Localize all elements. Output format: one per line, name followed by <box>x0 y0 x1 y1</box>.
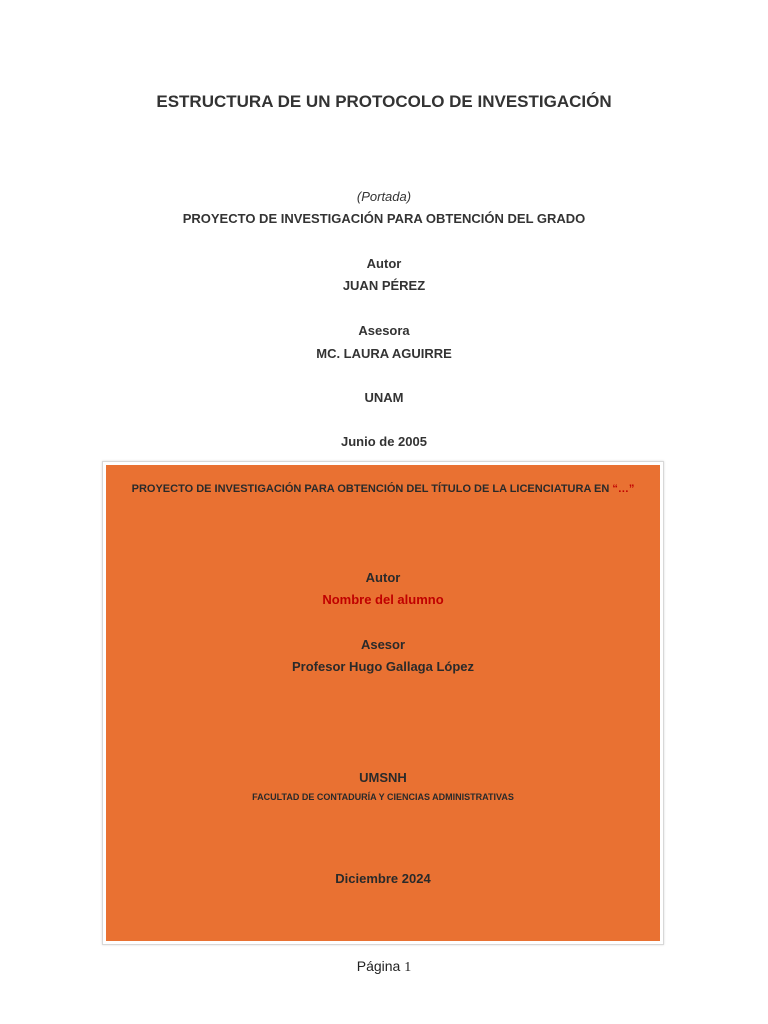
document-title: ESTRUCTURA DE UN PROTOCOLO DE INVESTIGACIÓN <box>156 92 612 111</box>
project-title: PROYECTO DE INVESTIGACIÓN PARA OBTENCIÓN DEL GRADO <box>182 211 586 226</box>
author-label: Autor <box>366 256 402 271</box>
cover-date: Diciembre 2024 <box>335 871 431 886</box>
page-label: Página <box>356 958 401 974</box>
portada-note: (Portada) <box>356 189 412 204</box>
page-footer <box>0 958 768 976</box>
cover-template-fill <box>106 465 660 941</box>
advisor-label: Asesora <box>358 323 410 338</box>
cover-faculty: FACULTAD DE CONTADURÍA Y CIENCIAS ADMINISTRATIVAS <box>252 792 514 802</box>
page-number: 1 <box>404 960 412 975</box>
institution: UNAM <box>364 390 404 405</box>
date: Junio de 2005 <box>341 434 427 449</box>
cover-advisor-label: Asesor <box>360 637 406 652</box>
cover-author-name: Nombre del alumno <box>322 592 444 607</box>
cover-title-placeholder: “…” <box>612 483 635 495</box>
author-name: JUAN PÉREZ <box>342 278 426 293</box>
advisor-name: MC. LAURA AGUIRRE <box>316 346 452 361</box>
cover-institution: UMSNH <box>359 770 407 785</box>
cover-advisor-name: Profesor Hugo Gallaga López <box>291 659 475 674</box>
cover-template-box <box>102 461 664 945</box>
cover-project-title <box>106 483 660 495</box>
cover-title-text: PROYECTO DE INVESTIGACIÓN PARA OBTENCIÓN DEL TÍTULO DE LA LICENCIATURA EN <box>131 483 613 495</box>
cover-author-label: Autor <box>365 570 401 585</box>
